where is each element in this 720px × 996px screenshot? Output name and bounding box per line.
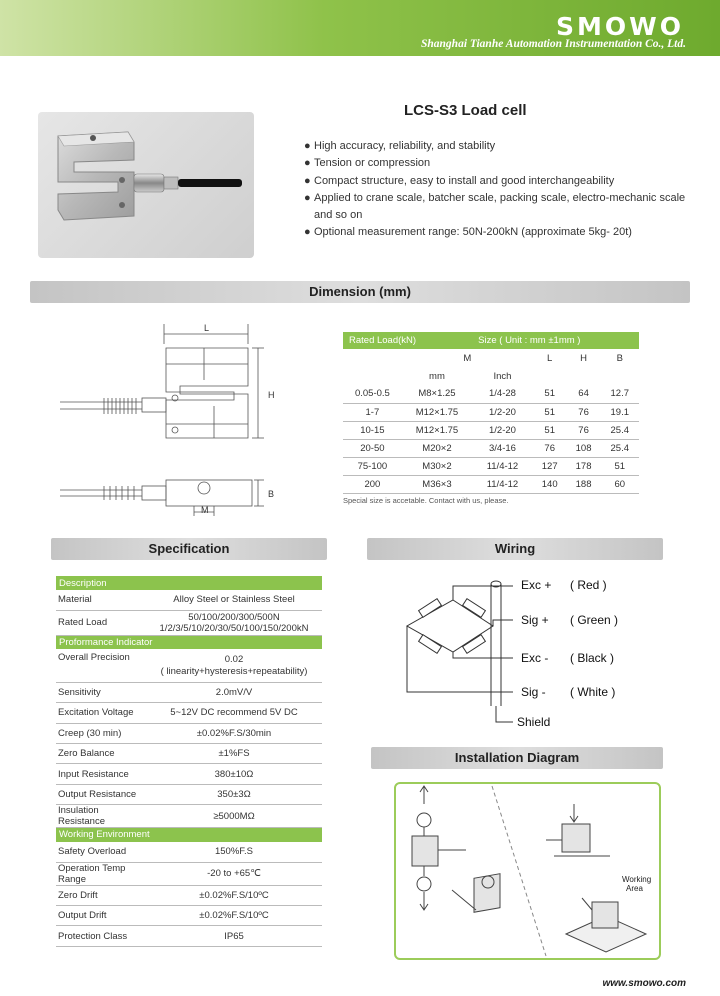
table-header-row: [343, 332, 639, 349]
rated-load-header: Rated Load(kN): [343, 332, 472, 349]
table-row: Output Resistance 350±3Ω: [56, 784, 322, 804]
load-cell-illustration: [38, 112, 254, 258]
table-row: 200 M36×3 11/4-12 140 188 60: [343, 475, 639, 493]
table-row: Safety Overload 150%F.S: [56, 842, 322, 862]
table-row: Creep (30 min) ±0.02%F.S/30min: [56, 723, 322, 743]
brand-logo: SMOWO: [556, 12, 684, 41]
wire-exc-minus-color: ( Black ): [570, 651, 615, 665]
table-row: 75-100 M30×2 11/4-12 127 178 51: [343, 457, 639, 475]
wire-exc-minus: Exc -: [521, 651, 549, 665]
col-mm: mm: [429, 370, 445, 382]
dimension-note: Special size is accetable. Contact with us, please.: [343, 496, 509, 505]
feature-item: ● High accuracy, reliability, and stability: [304, 140, 496, 152]
product-photo: [38, 112, 254, 258]
feature-item: ● Applied to crane scale, batcher scale, packing scale, electro-mechanic scale and so on: [304, 191, 686, 222]
installation-illustration: [396, 784, 659, 958]
table-row: Sensitivity 2.0mV/V: [56, 682, 322, 702]
feature-item: ● Optional measurement range: 50N-200kN (approximate 5kg- 20t): [304, 226, 632, 239]
wiring-heading: Wiring: [367, 538, 663, 560]
product-title: LCS-S3 Load cell: [404, 102, 527, 119]
installation-diagram: [394, 782, 661, 960]
wiring-diagram: [395, 572, 665, 736]
table-row: Zero Drift ±0.02%F.S/10ºC: [56, 885, 322, 905]
table-subheader-row: [343, 367, 639, 385]
table-row: 20-50 M20×2 3/4-16 76 108 25.4: [343, 439, 639, 457]
dim-label-m: M: [201, 505, 209, 515]
wire-sig-minus-color: ( White ): [570, 685, 616, 699]
section-row-description: Description: [56, 576, 322, 590]
working-area-label-1: Working: [622, 875, 652, 884]
col-b: B: [616, 352, 623, 364]
size-header: Size ( Unit : mm ±1mm ): [472, 332, 639, 349]
dimension-table: [343, 332, 639, 494]
wire-sig-plus: Sig +: [521, 613, 549, 627]
section-row-environment: Working Environment: [56, 828, 322, 842]
col-l: L: [547, 352, 553, 364]
col-m: M: [463, 352, 472, 364]
company-name: Shanghai Tianhe Automation Instrumentation Co., Ltd.: [420, 38, 686, 50]
dim-label-l: L: [204, 323, 210, 333]
feature-list: [304, 138, 704, 242]
installation-heading: Installation Diagram: [371, 747, 663, 769]
table-row: Output Drift ±0.02%F.S/10ºC: [56, 906, 322, 926]
col-h: H: [580, 352, 588, 364]
table-row: Insulation Resistance ≥5000MΩ: [56, 805, 322, 828]
feature-item: ● Tension or compression: [304, 157, 431, 170]
page-header: [0, 0, 720, 56]
wire-sig-plus-color: ( Green ): [570, 613, 619, 627]
footer-url[interactable]: www.smowo.com: [602, 978, 686, 989]
table-row: 1-7 M12×1.75 1/2-20 51 76 19.1: [343, 403, 639, 421]
working-area-label-2: Area: [626, 884, 643, 893]
table-subheader-row: [343, 349, 639, 367]
table-row: Input Resistance 380±10Ω: [56, 764, 322, 784]
table-row: Zero Balance ±1%FS: [56, 744, 322, 764]
table-row: Material Alloy Steel or Stainless Steel: [56, 590, 322, 610]
table-row: Protection Class IP65: [56, 926, 322, 946]
col-inch: Inch: [493, 370, 512, 382]
wire-exc-plus: Exc +: [521, 578, 552, 592]
specification-table: [56, 576, 322, 947]
table-row: 10-15 M12×1.75 1/2-20 51 76 25.4: [343, 421, 639, 439]
table-row: Operation Temp Range -20 to +65℃: [56, 862, 322, 885]
section-row-performance: Proformance Indicator: [56, 635, 322, 649]
feature-item: ● Compact structure, easy to install and good interchangeability: [304, 174, 615, 187]
dim-label-h: H: [268, 390, 275, 400]
dimension-drawing: [54, 320, 276, 520]
specification-heading: Specification: [51, 538, 327, 560]
dimension-heading: Dimension (mm): [30, 281, 690, 303]
table-row: Rated Load 50/100/200/300/500N 1/2/3/5/10/20/30/50/100/150/200kN: [56, 610, 322, 635]
wire-exc-plus-color: ( Red ): [570, 578, 607, 592]
table-row: Overall Precision 0.02 ( linearity+hysteresis+repeatability): [56, 649, 322, 682]
table-row: 0.05-0.5 M8×1.25 1/4-28 51 64 12.7: [343, 385, 639, 403]
table-row: Excitation Voltage 5~12V DC recommend 5V DC: [56, 703, 322, 723]
dim-label-b: B: [268, 489, 275, 499]
wire-sig-minus: Sig -: [521, 685, 546, 699]
wire-shield: Shield: [517, 715, 551, 729]
